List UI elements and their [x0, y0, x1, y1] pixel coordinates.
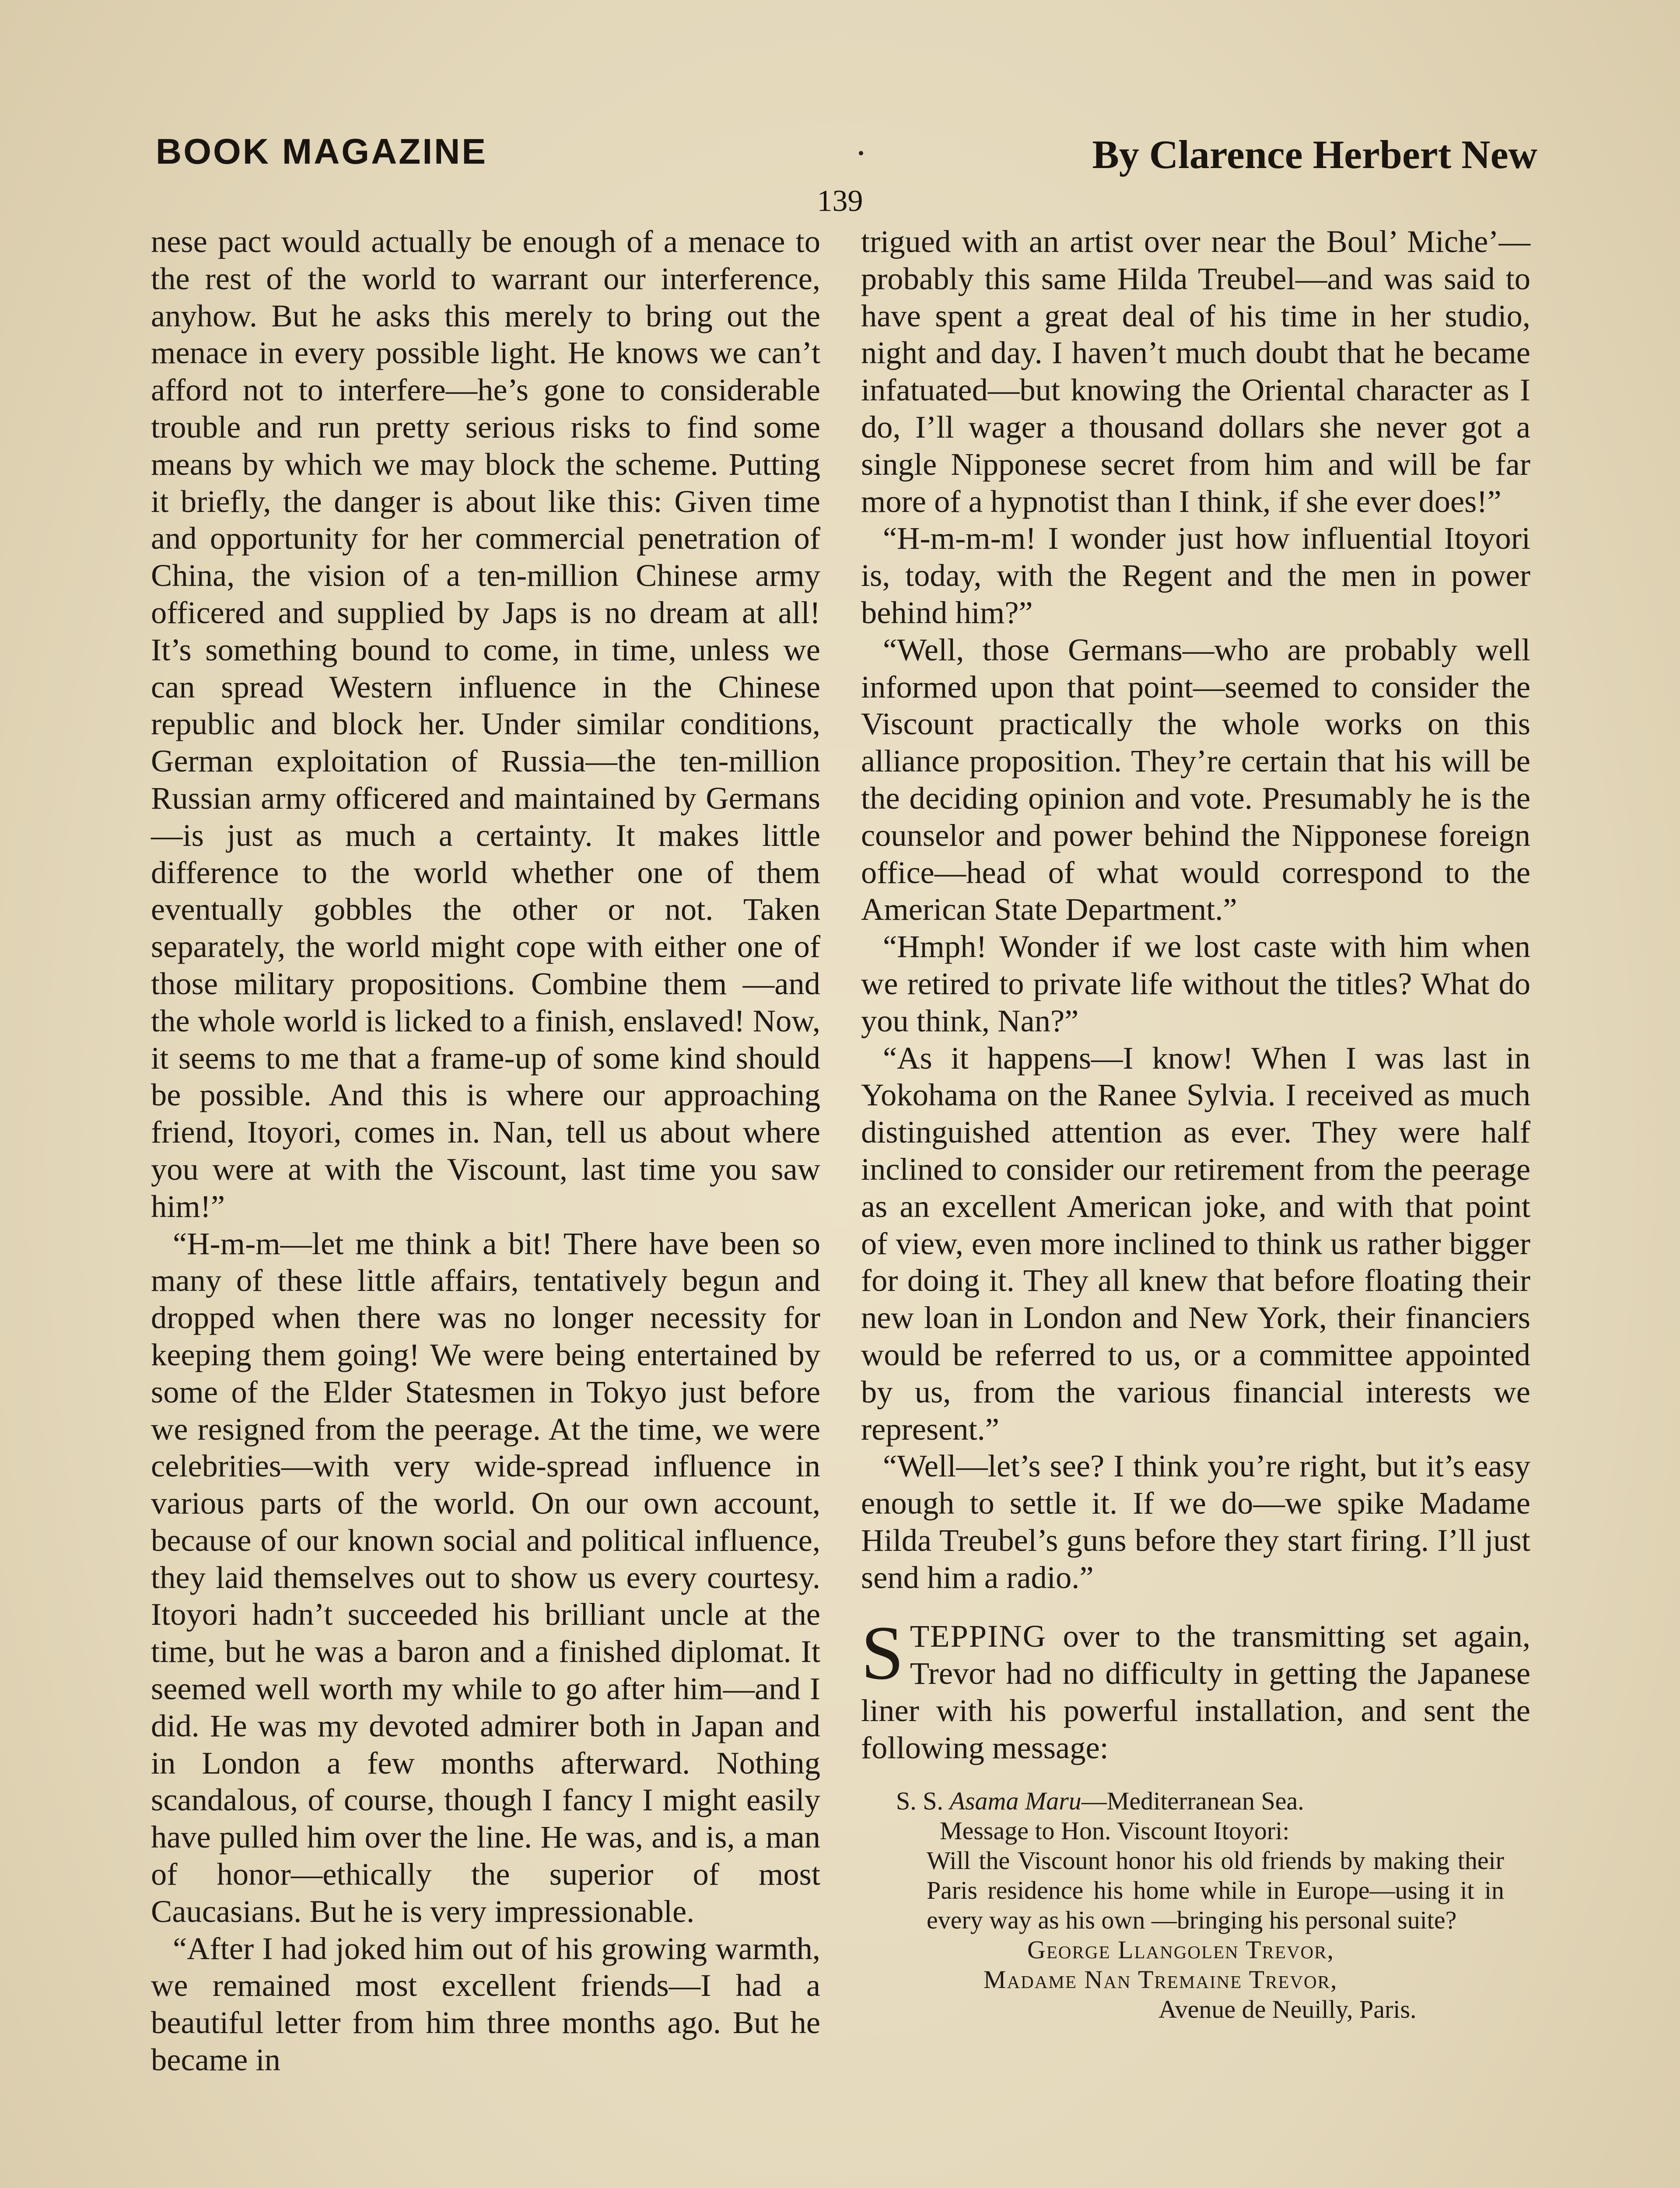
- section-break-text: over to the transmitting set again, Trevor had no difficulty in getting the Japanese liner with his powerful installation, and sent the following message:: [861, 1618, 1530, 1765]
- section-break-paragraph: [861, 1610, 1530, 1766]
- paragraph: “As it happens—I know! When I was last in Yokohama on the Ranee Sylvia. I received as much distinguished attention as ever. They were half inclined to consider our retirement from the peerage as an excellent American joke, and with that point of view, even more inclined to think us rather bigger for doing it. They all knew that before floating their new loan in London and New York, their financiers would be referred to us, or a committee appointed by us, from the various financial interests we represent.”: [861, 1040, 1530, 1447]
- drop-cap: S: [861, 1610, 904, 1696]
- paragraph: “H-m-m—let me think a bit! There have been so many of these little affairs, tentatively begun and dropped when there was no longer necessity for keeping them going! We were being entertained by some of the Elder Statesmen in Tokyo just before we resigned from the peerage. At the time, we were celebrities—with very wide-spread influence in various parts of the world. On our own account, because of our known social and political influence, they laid themselves out to show us every courtesy. Itoyori hadn’t succeeded his brilliant uncle at the time, but he was a baron and a finished diplomat. It seemed well worth my while to go after him—and I did. He was my devoted admirer both in Japan and in London a few months afterward. Nothing scandalous, of course, though I fancy I might easily have pulled him over the line. He was, and is, a man of honor—ethically the superior of most Caucasians. But he is very impressionable.: [151, 1225, 820, 1929]
- left-column: [151, 223, 820, 2079]
- drop-cap-word: TEPPING: [910, 1618, 1046, 1654]
- message-address: Avenue de Neuilly, Paris.: [1158, 1995, 1417, 2023]
- message-signature: George Llangolen Trevor,: [1027, 1935, 1334, 1964]
- paragraph: “Hmph! Wonder if we lost caste with him when we retired to private life without the titles? What do you think, Nan?”: [861, 929, 1530, 1038]
- right-column: [861, 223, 1530, 2024]
- magazine-title: BOOK MAGAZINE: [156, 132, 488, 172]
- paragraph: trigued with an artist over near the Boul’ Miche’—probably this same Hilda Treubel—and was said to have spent a great deal of his time in her studio, night and day. I haven’t much doubt that he became infatuated—but knowing the Oriental character as I do, I’ll wager a thousand dollars she never got a single Nipponese secret from him and will be far more of a hypnotist than I think, if she ever does!”: [861, 224, 1530, 519]
- paragraph: “Well, those Germans—who are probably well informed upon that point—seemed to consider the Viscount practically the whole works on this alliance proposition. They’re certain that his will be the deciding opinion and vote. Presumably he is the counselor and power behind the Nipponese foreign office—head of what would correspond to the American State Department.”: [861, 631, 1530, 927]
- message-ship-line: [861, 1786, 1530, 1816]
- page-number: 139: [817, 184, 863, 218]
- paragraph: “After I had joked him out of his growing warmth, we remained most excellent friends—I had a beautiful letter from him three months ago. But he became in: [151, 1930, 820, 2078]
- message-recipient: Message to Hon. Viscount Itoyori:: [940, 1816, 1290, 1845]
- ship-location: —Mediterranean Sea.: [1081, 1786, 1304, 1815]
- ship-name: Asama Maru: [949, 1786, 1082, 1815]
- ship-prefix: S. S.: [896, 1786, 950, 1815]
- message-body: Will the Viscount honor his old friends by making their Paris residence his home while in Europe—using it in every way as his own —bringing his personal suite?: [927, 1846, 1504, 1934]
- paragraph: “H-m-m-m! I wonder just how influential Itoyori is, today, with the Regent and the men in power behind him?”: [861, 520, 1530, 630]
- radio-message: [861, 1786, 1530, 2024]
- message-signature: Madame Nan Tremaine Trevor,: [984, 1965, 1338, 1994]
- print-dot: [859, 151, 863, 155]
- author-byline: By Clarence Herbert New: [1092, 132, 1537, 177]
- paragraph: nese pact would actually be enough of a menace to the rest of the world to warrant our interference, anyhow. But he asks this merely to bring out the menace in every possible light. He knows we can’t afford not to interfere—he’s gone to considerable trouble and run pretty serious risks to find some means by which we may block the scheme. Putting it briefly, the danger is about like this: Given time and opportunity for her commercial penetration of China, the vision of a ten-million Chinese army officered and supplied by Japs is no dream at all! It’s something bound to come, in time, unless we can spread Western influence in the Chinese republic and block her. Under similar conditions, German exploitation of Russia—the ten-million Russian army officered and maintained by Germans—is just as much a certainty. It makes little difference to the world whether one of them eventually gobbles the other or not. Taken separately, the world might cope with either one of those military propositions. Combine them —and the whole world is licked to a finish, enslaved! Now, it seems to me that a frame-up of some kind should be possible. And this is where our approaching friend, Itoyori, comes in. Nan, tell us about where you were at with the Viscount, last time you saw him!”: [151, 224, 820, 1224]
- paragraph: “Well—let’s see? I think you’re right, but it’s easy enough to settle it. If we do—we spike Madame Hilda Treubel’s guns before they start firing. I’ll just send him a radio.”: [861, 1448, 1530, 1595]
